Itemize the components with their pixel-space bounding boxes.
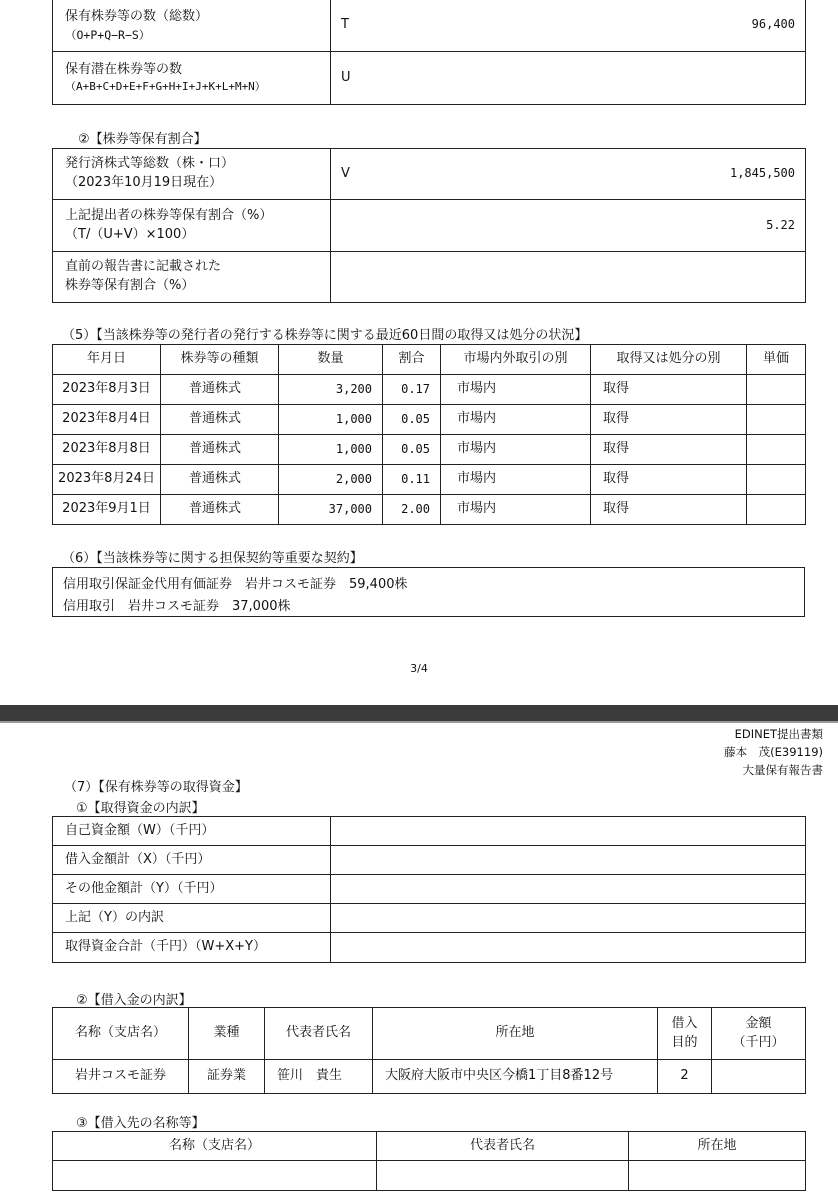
table-row bbox=[53, 904, 806, 933]
value: 5.22 bbox=[766, 217, 795, 232]
loans-header-row bbox=[53, 1008, 806, 1060]
contract-line: 信用取引 岩井コスモ証券 37,000株 bbox=[63, 599, 291, 614]
code-letter: U bbox=[341, 69, 351, 85]
col-header-representative: 代表者氏名 bbox=[377, 1132, 629, 1161]
funds-value bbox=[331, 846, 806, 875]
funds-label: 借入金額計（X）（千円） bbox=[53, 846, 331, 875]
cell-type: 普通株式 bbox=[161, 435, 279, 465]
cell-quantity: 37,000 bbox=[279, 495, 383, 525]
ratio-label bbox=[53, 149, 331, 200]
holdings-table bbox=[52, 0, 806, 105]
cell-acq-disp: 取得 bbox=[591, 375, 747, 405]
col-header-market: 市場内外取引の別 bbox=[441, 345, 591, 375]
code-letter: T bbox=[341, 17, 349, 33]
col-header-name: 名称（支店名） bbox=[53, 1008, 189, 1060]
table-row bbox=[53, 1161, 806, 1191]
ratio-row bbox=[53, 200, 806, 252]
col-header-purpose bbox=[658, 1008, 712, 1060]
transactions-heading: （5）【当該株券等の発行者の発行する株券等に関する最近60日間の取得又は処分の状況】 bbox=[62, 328, 588, 343]
cell-market: 市場内 bbox=[441, 465, 591, 495]
page-separator bbox=[0, 705, 838, 721]
cell-acq-disp: 取得 bbox=[591, 405, 747, 435]
transactions-header-row bbox=[53, 345, 806, 375]
ratio-row bbox=[53, 149, 806, 200]
ratio-value-cell bbox=[331, 252, 806, 303]
label-line1: 上記提出者の株券等保有割合（%） bbox=[65, 207, 273, 223]
cell-type: 普通株式 bbox=[161, 375, 279, 405]
funds-label: 上記（Y）の内訳 bbox=[53, 904, 331, 933]
contract-line: 信用取引保証金代用有価証券 岩井コスモ証券 59,400株 bbox=[63, 577, 408, 592]
label-line2: （O+P+Q−R−S） bbox=[65, 27, 151, 42]
table-row bbox=[53, 495, 806, 525]
table-row bbox=[53, 933, 806, 963]
cell-amount bbox=[712, 1060, 806, 1094]
cell-unit-price bbox=[747, 405, 806, 435]
cell-date: 2023年8月24日 bbox=[53, 465, 161, 495]
cell-type: 普通株式 bbox=[161, 465, 279, 495]
funds-label: 取得資金合計（千円）（W+X+Y） bbox=[53, 933, 331, 963]
cell-date: 2023年8月8日 bbox=[53, 435, 161, 465]
label-line2: 株券等保有割合（%） bbox=[65, 278, 195, 293]
col-header-amount bbox=[712, 1008, 806, 1060]
purpose-line2: 目的 bbox=[671, 1034, 698, 1050]
cell-representative: 笹川 貴生 bbox=[265, 1060, 373, 1094]
cell-name bbox=[53, 1161, 377, 1191]
funds-value bbox=[331, 875, 806, 904]
page-separator-shadow bbox=[0, 721, 838, 723]
cell-unit-price bbox=[747, 375, 806, 405]
lenders-header-row bbox=[53, 1132, 806, 1161]
cell-purpose: 2 bbox=[658, 1060, 712, 1094]
label-line1: 直前の報告書に記載された bbox=[65, 259, 222, 275]
loans-table bbox=[52, 1007, 806, 1094]
label-line1: 保有潜在株券等の数 bbox=[65, 61, 183, 77]
holdings-label bbox=[53, 0, 331, 52]
cell-ratio: 0.05 bbox=[383, 435, 441, 465]
label-line2: （2023年10月19日現在） bbox=[65, 175, 223, 190]
cell-acq-disp: 取得 bbox=[591, 465, 747, 495]
cell-acq-disp: 取得 bbox=[591, 495, 747, 525]
table-row bbox=[53, 375, 806, 405]
contracts-box bbox=[52, 567, 805, 617]
cell-market: 市場内 bbox=[441, 375, 591, 405]
funds-label: 自己資金額（W）（千円） bbox=[53, 817, 331, 846]
cell-date: 2023年9月1日 bbox=[53, 495, 161, 525]
cell-quantity: 3,200 bbox=[279, 375, 383, 405]
header-line1: EDINET提出書類 bbox=[734, 727, 823, 741]
table-row bbox=[53, 817, 806, 846]
cell-quantity: 2,000 bbox=[279, 465, 383, 495]
cell-unit-price bbox=[747, 465, 806, 495]
col-header-representative: 代表者氏名 bbox=[265, 1008, 373, 1060]
holdings-value-cell bbox=[331, 52, 806, 105]
funds-value bbox=[331, 817, 806, 846]
value: 96,400 bbox=[751, 17, 795, 32]
lenders-heading: ③【借入先の名称等】 bbox=[76, 1116, 205, 1131]
label-line1: 保有株券等の数（総数） bbox=[65, 8, 209, 24]
col-header-name: 名称（支店名） bbox=[53, 1132, 377, 1161]
cell-market: 市場内 bbox=[441, 405, 591, 435]
header-line3: 大量保有報告書 bbox=[742, 763, 823, 777]
table-row bbox=[53, 405, 806, 435]
table-row bbox=[53, 465, 806, 495]
cell-address bbox=[629, 1161, 806, 1191]
document-header bbox=[724, 725, 823, 779]
funds-table bbox=[52, 816, 806, 963]
holdings-row-total bbox=[53, 0, 806, 52]
cell-type: 普通株式 bbox=[161, 495, 279, 525]
purpose-line1: 借入 bbox=[671, 1015, 698, 1031]
cell-ratio: 0.11 bbox=[383, 465, 441, 495]
holdings-label bbox=[53, 52, 331, 105]
cell-date: 2023年8月4日 bbox=[53, 405, 161, 435]
cell-acq-disp: 取得 bbox=[591, 435, 747, 465]
label-line1: 発行済株式等総数（株・口） bbox=[65, 156, 235, 172]
table-row bbox=[53, 435, 806, 465]
cell-type: 普通株式 bbox=[161, 405, 279, 435]
cell-quantity: 1,000 bbox=[279, 405, 383, 435]
funds-label: その他金額計（Y）（千円） bbox=[53, 875, 331, 904]
cell-market: 市場内 bbox=[441, 435, 591, 465]
ratio-row bbox=[53, 252, 806, 303]
funds-value bbox=[331, 933, 806, 963]
col-header-type: 株券等の種類 bbox=[161, 345, 279, 375]
cell-unit-price bbox=[747, 435, 806, 465]
ratio-table bbox=[52, 148, 806, 303]
ratio-value-cell bbox=[331, 200, 806, 252]
col-header-address: 所在地 bbox=[373, 1008, 658, 1060]
transactions-table bbox=[52, 344, 806, 525]
header-line2: 藤本 茂(E39119) bbox=[724, 745, 823, 759]
funds-subheading: ①【取得資金の内訳】 bbox=[76, 801, 205, 816]
loans-heading: ②【借入金の内訳】 bbox=[76, 993, 192, 1008]
cell-industry: 証券業 bbox=[189, 1060, 265, 1094]
code-letter: V bbox=[341, 165, 350, 181]
label-line2: （A+B+C+D+E+F+G+H+I+J+K+L+M+N） bbox=[65, 80, 266, 94]
contracts-heading: （6）【当該株券等に関する担保契約等重要な契約】 bbox=[62, 551, 363, 566]
cell-unit-price bbox=[747, 495, 806, 525]
ratio-label bbox=[53, 252, 331, 303]
cell-market: 市場内 bbox=[441, 495, 591, 525]
cell-address: 大阪府大阪市中央区今橋1丁目8番12号 bbox=[373, 1060, 658, 1094]
amount-line1: 金額 bbox=[745, 1015, 772, 1031]
funds-value bbox=[331, 904, 806, 933]
amount-line2: （千円） bbox=[732, 1034, 785, 1050]
table-row bbox=[53, 1060, 806, 1094]
cell-ratio: 0.17 bbox=[383, 375, 441, 405]
holdings-value-cell bbox=[331, 0, 806, 52]
holdings-row-potential bbox=[53, 52, 806, 105]
ratio-value-cell bbox=[331, 149, 806, 200]
value: 1,845,500 bbox=[729, 165, 795, 180]
col-header-unit-price: 単価 bbox=[747, 345, 806, 375]
funds-heading: （7）【保有株券等の取得資金】 bbox=[64, 780, 248, 795]
ratio-heading: ②【株券等保有割合】 bbox=[78, 132, 207, 147]
ratio-label bbox=[53, 200, 331, 252]
table-row bbox=[53, 875, 806, 904]
cell-ratio: 2.00 bbox=[383, 495, 441, 525]
label-line2: （T/（U+V）×100） bbox=[65, 226, 195, 242]
lenders-table bbox=[52, 1131, 806, 1191]
cell-ratio: 0.05 bbox=[383, 405, 441, 435]
col-header-address: 所在地 bbox=[629, 1132, 806, 1161]
table-row bbox=[53, 846, 806, 875]
cell-representative bbox=[377, 1161, 629, 1191]
col-header-industry: 業種 bbox=[189, 1008, 265, 1060]
page-number: 3/4 bbox=[410, 662, 428, 675]
col-header-ratio: 割合 bbox=[383, 345, 441, 375]
col-header-acq-disp: 取得又は処分の別 bbox=[591, 345, 747, 375]
cell-quantity: 1,000 bbox=[279, 435, 383, 465]
cell-name: 岩井コスモ証券 bbox=[53, 1060, 189, 1094]
col-header-quantity: 数量 bbox=[279, 345, 383, 375]
col-header-date: 年月日 bbox=[53, 345, 161, 375]
cell-date: 2023年8月3日 bbox=[53, 375, 161, 405]
